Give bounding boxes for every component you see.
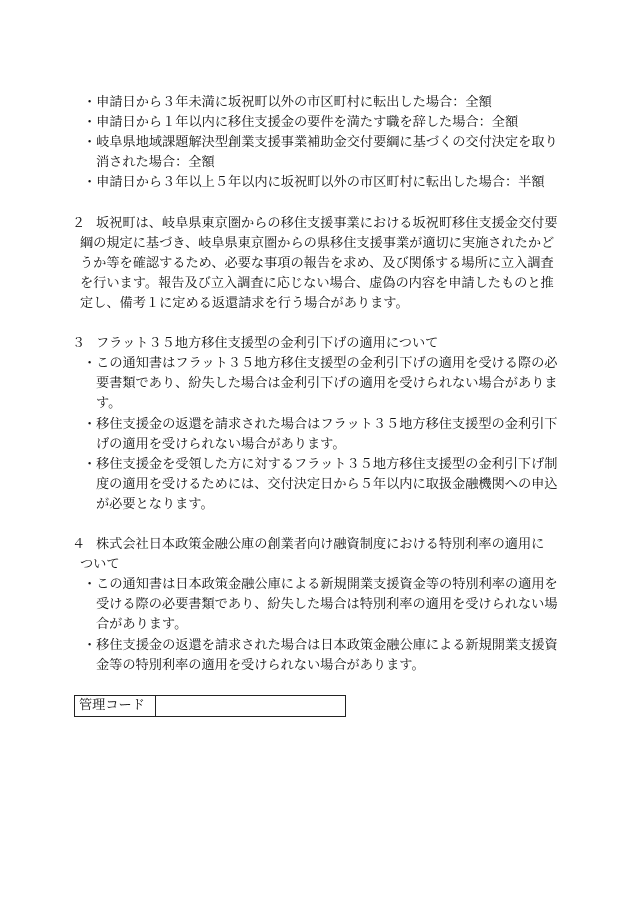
bullet-item: ・この通知書は日本政策金融公庫による新規開業支援資金等の特別利率の適用を <box>83 577 558 593</box>
paragraph-line: 綱の規定に基づき、岐阜県東京圏からの県移住支援事業が適切に実施されたかど <box>80 235 555 251</box>
bullet-continuation: 要書類であり、紛失した場合は金利引下げの適用を受けられない場合がありま <box>96 376 558 392</box>
section-number: ２ <box>72 215 86 231</box>
bullet-continuation: 金等の特別利率の適用を受けられない場合があります。 <box>96 657 425 673</box>
bullet-continuation: す。 <box>96 396 122 412</box>
section-number: ４ <box>72 537 86 553</box>
section-number: ３ <box>72 336 86 352</box>
section-heading-continuation: ついて <box>80 557 120 573</box>
bullet-continuation: が必要となります。 <box>96 496 214 512</box>
blank-line <box>0 314 630 334</box>
paragraph-line: 定し、備考１に定める返還請求を行う場合があります。 <box>80 295 409 311</box>
section-2-first-line <box>0 214 630 234</box>
paragraph-line: うか等を確認するため、必要な事項の報告を求め、及び関係する場所に立入調査 <box>80 255 554 271</box>
bullet-continuation: 合があります。 <box>96 617 188 633</box>
bullet-item: ・この通知書はフラット３５地方移住支援型の金利引下げの適用を受ける際の必 <box>83 356 558 372</box>
bullet-item: ・申請日から３年以上５年以内に坂祝町以外の市区町村に転出した場合：半額 <box>83 175 545 191</box>
bullet-continuation: 消された場合：全額 <box>96 155 215 171</box>
bullet-item: ・申請日から１年以内に移住支援金の要件を満たす職を辞した場合：全額 <box>83 115 519 131</box>
bullet-item: ・移住支援金の返還を請求された場合は日本政策金融公庫による新規開業支援資 <box>83 637 558 653</box>
bullet-item: ・移住支援金を受領した方に対するフラット３５地方移住支援型の金利引下げ制 <box>83 456 558 472</box>
section-heading: フラット３５地方移住支援型の金利引下げの適用について <box>96 336 439 352</box>
bullet-item: ・移住支援金の返還を請求された場合はフラット３５地方移住支援型の金利引下 <box>83 416 558 432</box>
paragraph-line: を行います。報告及び立入調査に応じない場合、虚偽の内容を申請したものと推 <box>80 275 554 291</box>
management-code-value-cell <box>156 696 345 716</box>
management-code-table <box>74 695 346 717</box>
document-body <box>0 93 630 676</box>
blank-line <box>0 515 630 535</box>
management-code-label: 管理コード <box>75 696 156 716</box>
section-4-heading <box>0 535 630 555</box>
blank-line <box>0 193 630 213</box>
bullet-item: ・申請日から３年未満に坂祝町以外の市区町村に転出した場合：全額 <box>83 95 492 110</box>
bullet-continuation: 度の適用を受けるためには、交付決定日から５年以内に取扱金融機関への申込 <box>96 476 558 492</box>
bullet-continuation: 受ける際の必要書類であり、紛失した場合は特別利率の適用を受けられない場 <box>96 597 558 613</box>
section-3-heading <box>0 334 630 354</box>
bullet-continuation: げの適用を受けられない場合があります。 <box>96 436 346 452</box>
paragraph-line: 坂祝町は、岐阜県東京圏からの移住支援事業における坂祝町移住支援金交付要 <box>96 215 558 231</box>
bullet-item: ・岐阜県地域課題解決型創業支援事業補助金交付要綱に基づくの交付決定を取り <box>83 135 558 151</box>
section-heading: 株式会社日本政策金融公庫の創業者向け融資制度における特別利率の適用に <box>96 537 545 553</box>
